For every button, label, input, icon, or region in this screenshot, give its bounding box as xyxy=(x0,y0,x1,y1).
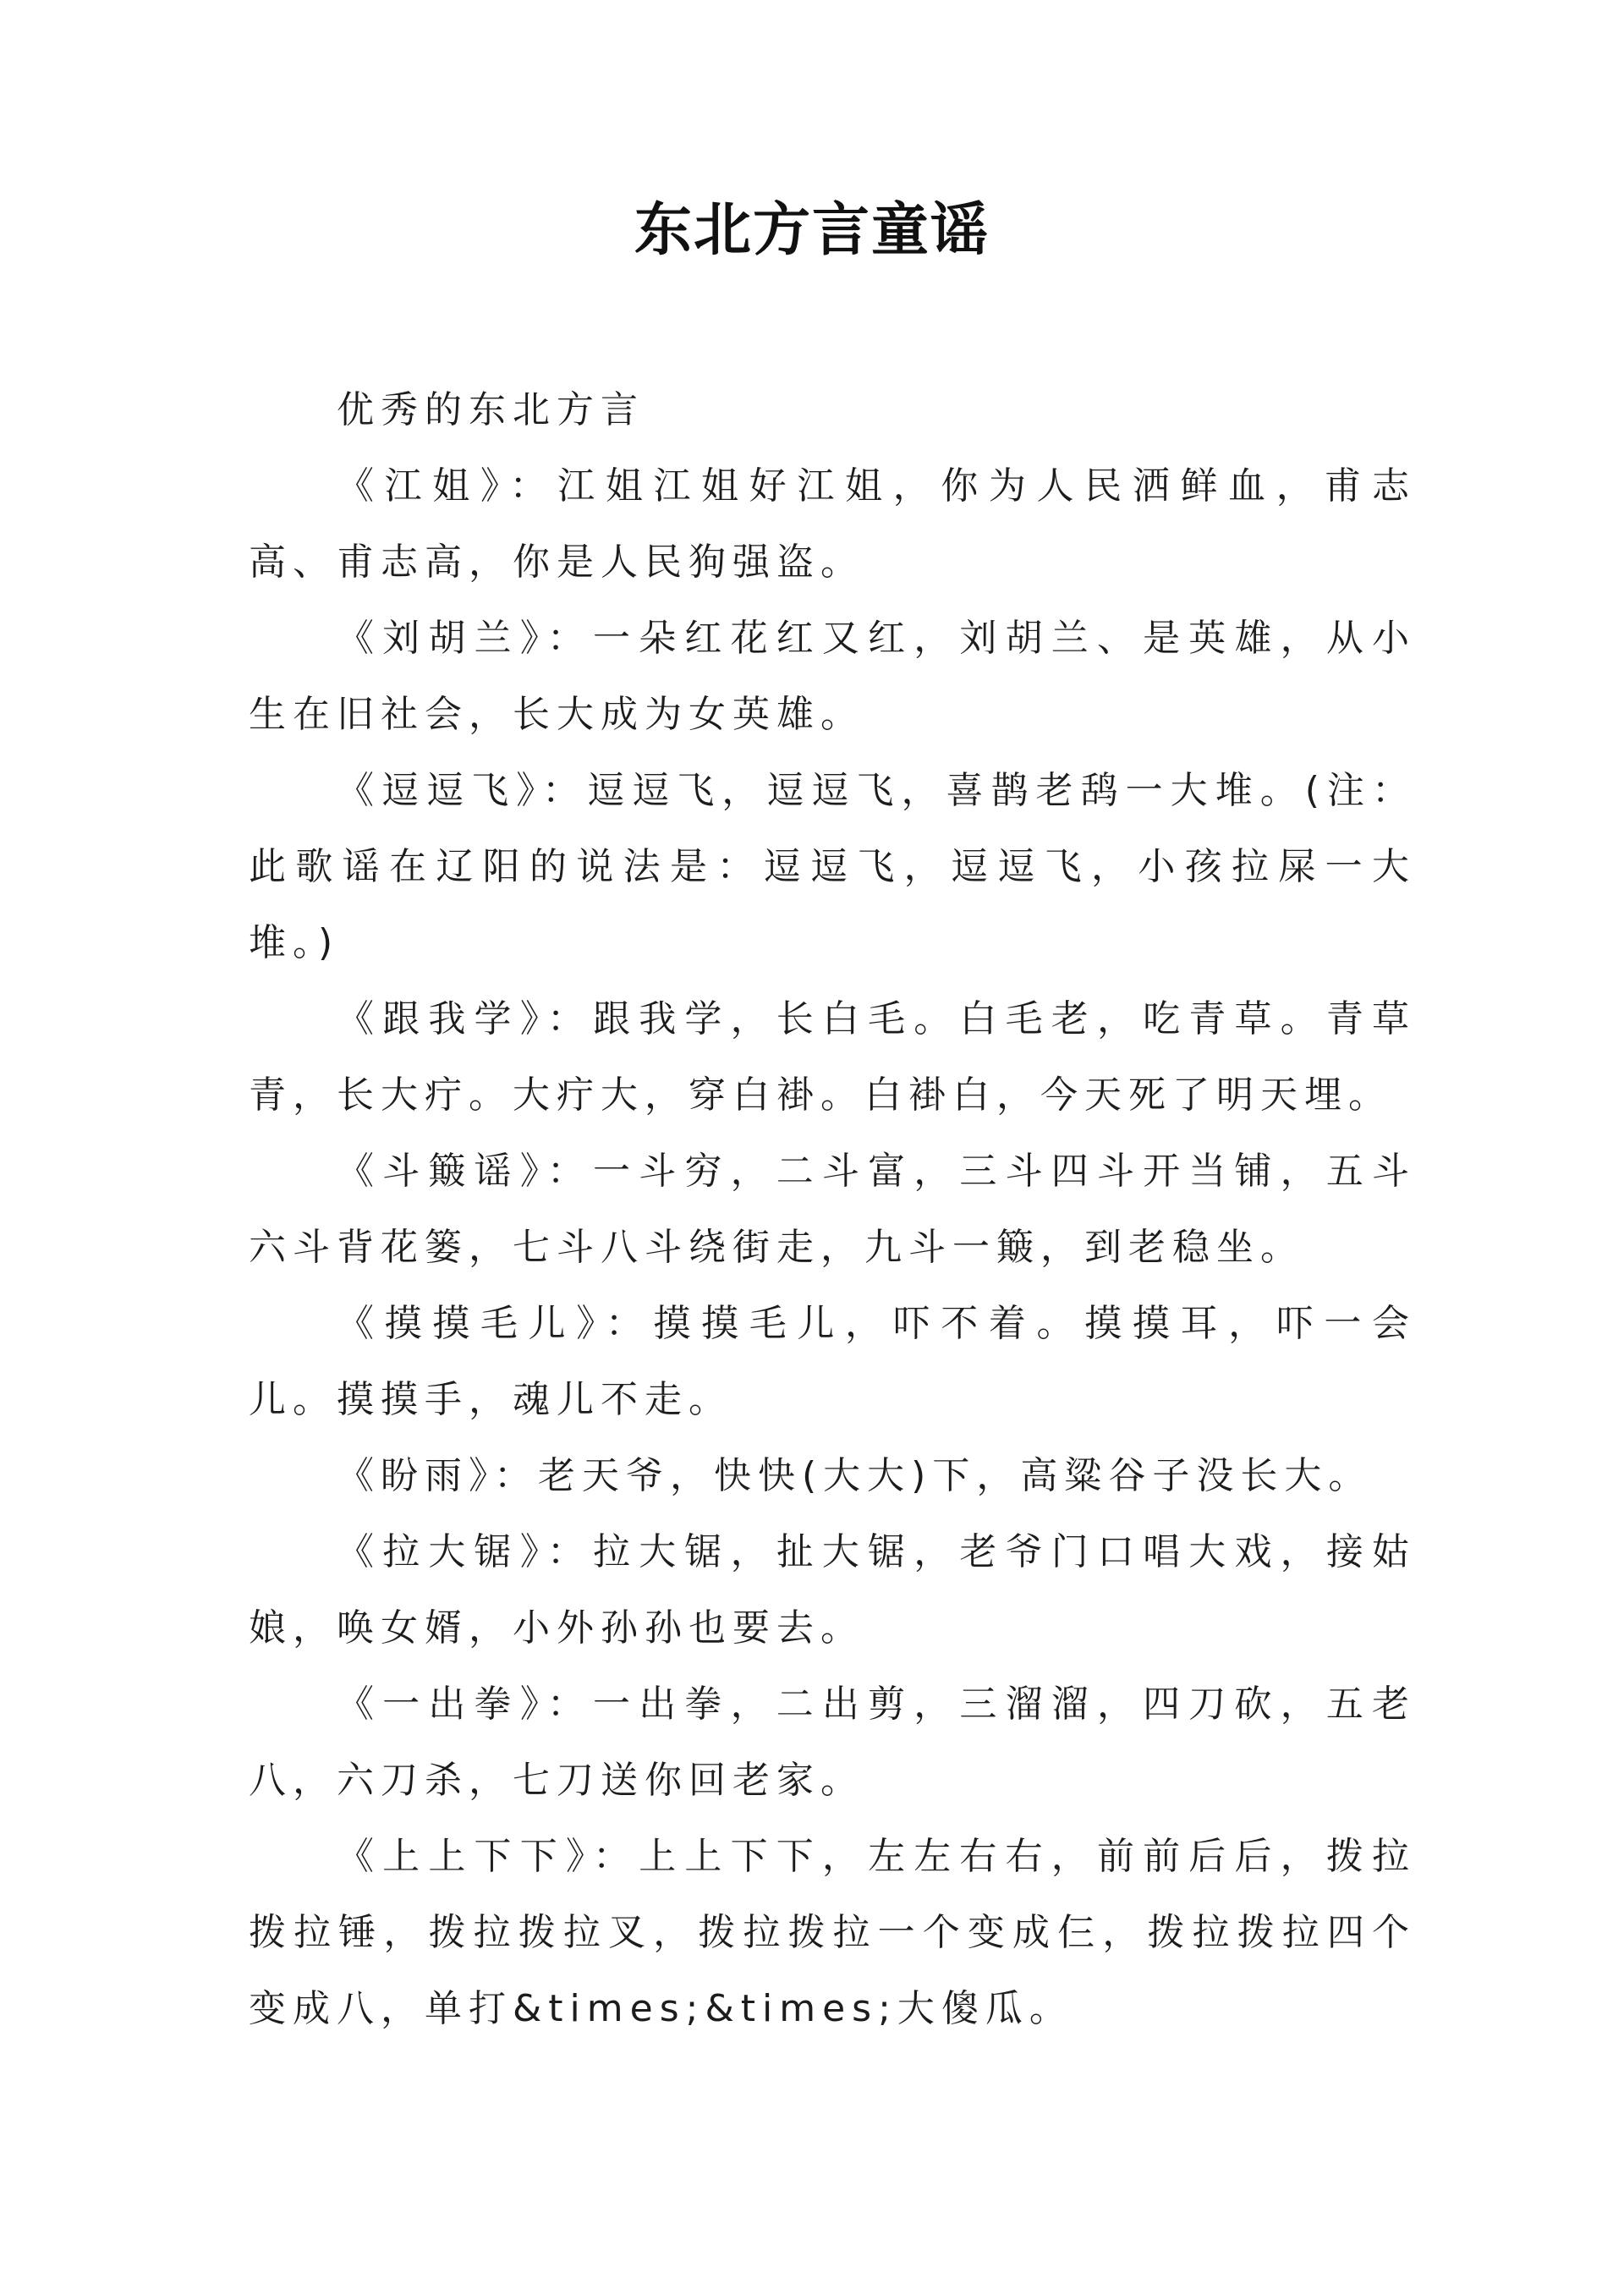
paragraph-genwoxue: 《跟我学》：跟我学，长白毛。白毛老，吃青草。青草青，长大疔。大疔大，穿白褂。白褂白，今天死了明天埋。 xyxy=(249,997,1416,1117)
paragraph-jiangjie: 《江姐》：江姐江姐好江姐，你为人民洒鲜血，甫志高、甫志高，你是人民狗强盗。 xyxy=(249,464,1416,584)
paragraph-panyu: 《盼雨》：老天爷，快快(大大)下，高粱谷子没长大。 xyxy=(337,1454,1373,1497)
paragraph-ladaju: 《拉大锯》：拉大锯，扯大锯，老爷门口唱大戏，接姑娘，唤女婿，小外孙孙也要去。 xyxy=(249,1530,1416,1650)
paragraph-momomao: 《摸摸毛儿》：摸摸毛儿，吓不着。摸摸耳，吓一会儿。摸摸手，魂儿不走。 xyxy=(249,1302,1416,1421)
paragraph-shangshangxiaxia: 《上上下下》：上上下下，左左右右，前前后后，拨拉拨拉锤，拨拉拨拉叉，拨拉拨拉一个变成仨，拨拉拨拉四个变成八，单打&times;&times;大傻瓜。 xyxy=(249,1835,1416,2030)
document-title: 东北方言童谣 xyxy=(634,196,990,264)
paragraph-yichuquan: 《一出拳》：一出拳，二出剪，三溜溜，四刀砍，五老八，六刀杀，七刀送你回老家。 xyxy=(249,1683,1416,1802)
paragraph-intro: 优秀的东北方言 xyxy=(337,388,645,431)
paragraph-doudoufei: 《逗逗飞》：逗逗飞，逗逗飞，喜鹊老鸹一大堆。(注：此歌谣在辽阳的说法是：逗逗飞，逗逗飞，小孩拉屎一大堆。) xyxy=(249,769,1416,964)
document-body xyxy=(249,372,1416,2047)
paragraph-liuhulan: 《刘胡兰》：一朵红花红又红，刘胡兰、是英雄，从小生在旧社会，长大成为女英雄。 xyxy=(249,617,1416,736)
paragraph-doubo: 《斗簸谣》：一斗穷，二斗富，三斗四斗开当铺，五斗六斗背花篓，七斗八斗绕街走，九斗一簸，到老稳坐。 xyxy=(249,1150,1416,1269)
